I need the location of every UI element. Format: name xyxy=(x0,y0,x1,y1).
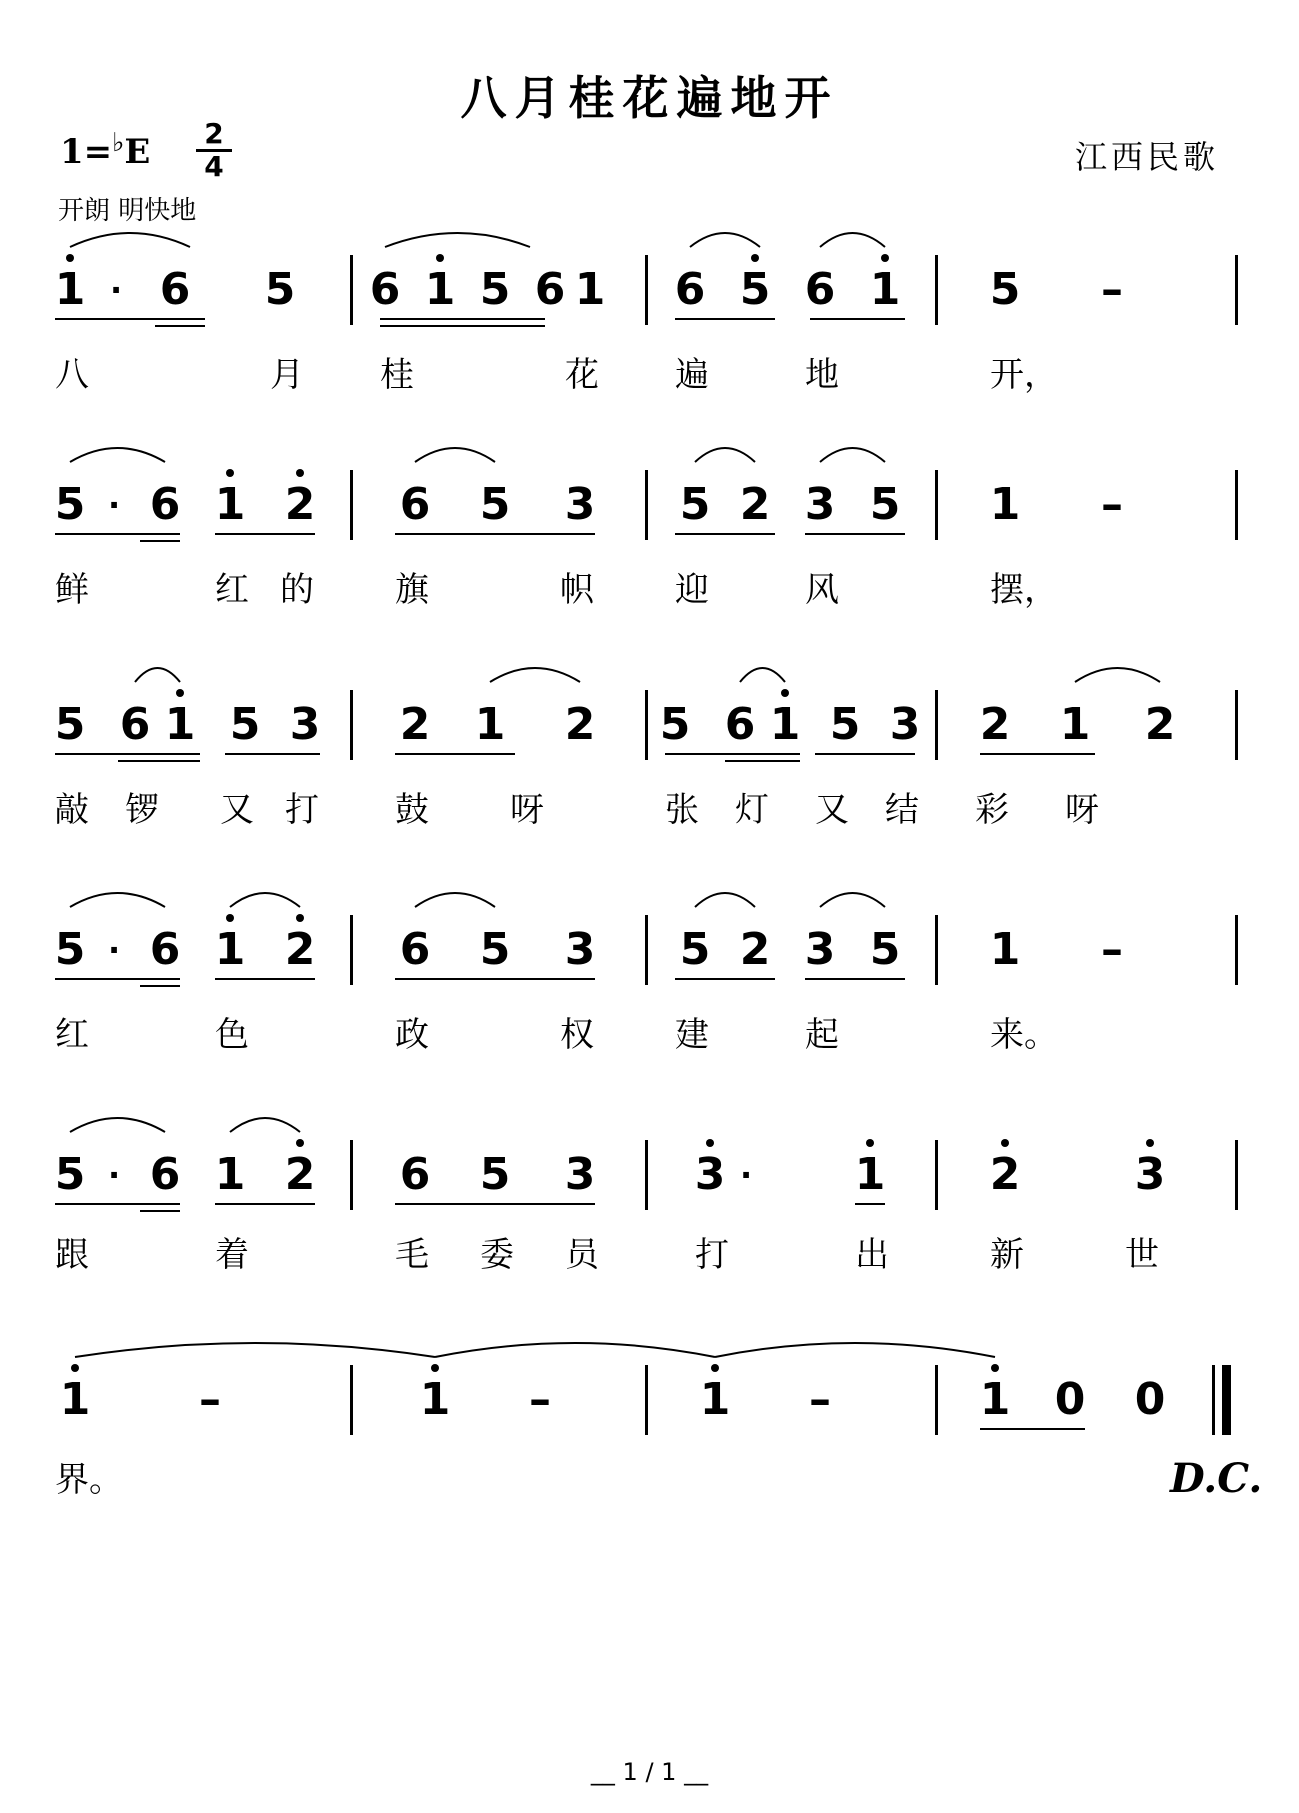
octave-dot xyxy=(176,689,184,697)
slur xyxy=(1070,660,1165,686)
underline-beam xyxy=(215,533,315,535)
lyric-syllable: 跟 xyxy=(55,1235,89,1275)
note: 3 xyxy=(564,479,596,530)
note: 2 xyxy=(739,924,771,975)
slur xyxy=(485,660,585,686)
barline xyxy=(350,690,353,760)
note: 6 xyxy=(674,264,706,315)
barline xyxy=(935,470,938,540)
slur xyxy=(65,885,170,911)
note: 2 xyxy=(284,924,316,975)
slur xyxy=(65,440,170,466)
note: 5 xyxy=(479,924,511,975)
lyric-syllable: 迎 xyxy=(675,570,709,610)
note: 5 xyxy=(54,924,86,975)
lyric-syllable: 建 xyxy=(675,1015,709,1055)
lyric-syllable: 月 xyxy=(270,355,304,395)
note: 0 xyxy=(1054,1374,1086,1425)
lyric-syllable: 结 xyxy=(885,790,919,830)
octave-dot xyxy=(296,1139,304,1147)
barline xyxy=(645,470,648,540)
octave-dot xyxy=(751,254,759,262)
note: 5 xyxy=(679,924,711,975)
note: 2 xyxy=(564,699,596,750)
slur xyxy=(815,885,890,911)
note: 5 xyxy=(829,699,861,750)
note: 0 xyxy=(1134,1374,1166,1425)
lyric-syllable: 界。 xyxy=(55,1460,123,1500)
barline xyxy=(350,1365,353,1435)
note: – xyxy=(1101,264,1123,315)
underline-beam xyxy=(55,978,180,980)
octave-dot xyxy=(296,914,304,922)
lyric-syllable: 政 xyxy=(395,1015,429,1055)
augmentation-dot: · xyxy=(108,931,121,969)
note: 1 xyxy=(419,1374,451,1425)
lyric-syllable: 的 xyxy=(280,570,314,610)
underline-beam xyxy=(675,533,775,535)
note: 5 xyxy=(54,1149,86,1200)
underline-beam xyxy=(55,533,180,535)
note: 5 xyxy=(989,264,1021,315)
underline-beam-2 xyxy=(140,1210,180,1212)
underline-beam xyxy=(805,978,905,980)
lyric-syllable: 又 xyxy=(815,790,849,830)
note: 2 xyxy=(1144,699,1176,750)
note: 5 xyxy=(54,479,86,530)
lyric-syllable: 帜 xyxy=(560,570,594,610)
underline-beam xyxy=(55,753,200,755)
slur xyxy=(225,885,305,911)
lyric-syllable: 呀 xyxy=(1065,790,1099,830)
note: – xyxy=(1101,924,1123,975)
slur xyxy=(225,1110,305,1136)
da-capo-mark: D.C. xyxy=(1170,1455,1263,1502)
page-number: 1 / 1 xyxy=(622,1758,677,1786)
underline-beam xyxy=(980,1428,1085,1430)
lyric-syllable: 新 xyxy=(990,1235,1024,1275)
note: 1 xyxy=(214,924,246,975)
note: 3 xyxy=(804,479,836,530)
octave-dot xyxy=(226,914,234,922)
slur xyxy=(65,225,195,251)
note: 1 xyxy=(164,699,196,750)
augmentation-dot: · xyxy=(108,486,121,524)
underline-beam xyxy=(815,753,915,755)
barline xyxy=(1235,690,1238,760)
note: 6 xyxy=(534,264,566,315)
octave-dot xyxy=(226,469,234,477)
barline xyxy=(1235,470,1238,540)
underline-beam xyxy=(395,753,515,755)
lyric-syllable: 八 xyxy=(55,355,89,395)
note: – xyxy=(1101,479,1123,530)
note: 6 xyxy=(399,924,431,975)
lyric-syllable: 打 xyxy=(285,790,319,830)
time-top: 2 xyxy=(204,117,224,150)
note: 5 xyxy=(54,699,86,750)
slur xyxy=(70,1335,440,1361)
barline xyxy=(935,1140,938,1210)
barline xyxy=(1235,1140,1238,1210)
underline-beam-2 xyxy=(155,325,205,327)
slur xyxy=(690,440,760,466)
note: 1 xyxy=(54,264,86,315)
lyric-syllable: 灯 xyxy=(735,790,769,830)
key-prefix: 1= xyxy=(60,132,113,172)
note: 1 xyxy=(979,1374,1011,1425)
note: 1 xyxy=(59,1374,91,1425)
slur xyxy=(815,440,890,466)
note: 1 xyxy=(769,699,801,750)
final-barline-thick xyxy=(1222,1365,1231,1435)
note: 1 xyxy=(1059,699,1091,750)
lyric-syllable: 出 xyxy=(855,1235,889,1275)
note: 1 xyxy=(574,264,606,315)
note: 3 xyxy=(804,924,836,975)
underline-beam-2 xyxy=(140,985,180,987)
note: – xyxy=(529,1374,551,1425)
note: – xyxy=(199,1374,221,1425)
barline xyxy=(350,470,353,540)
augmentation-dot: · xyxy=(740,1156,753,1194)
lyric-syllable: 来。 xyxy=(990,1015,1058,1055)
barline xyxy=(935,915,938,985)
note: 3 xyxy=(694,1149,726,1200)
octave-dot xyxy=(781,689,789,697)
lyric-syllable: 开， xyxy=(990,355,1058,395)
note: 6 xyxy=(159,264,191,315)
note: 5 xyxy=(479,479,511,530)
augmentation-dot: · xyxy=(110,271,123,309)
underline-beam xyxy=(855,1203,885,1205)
note: 1 xyxy=(989,924,1021,975)
note: 5 xyxy=(679,479,711,530)
note: 6 xyxy=(724,699,756,750)
underline-beam xyxy=(55,1203,180,1205)
underline-beam xyxy=(55,318,205,320)
underline-beam xyxy=(215,1203,315,1205)
barline xyxy=(350,915,353,985)
octave-dot xyxy=(991,1364,999,1372)
note: 1 xyxy=(854,1149,886,1200)
lyric-syllable: 花 xyxy=(565,355,599,395)
barline xyxy=(645,915,648,985)
lyric-syllable: 色 xyxy=(215,1015,249,1055)
slur xyxy=(735,660,790,686)
underline-beam xyxy=(810,318,905,320)
barline xyxy=(645,255,648,325)
note: 3 xyxy=(564,1149,596,1200)
barline xyxy=(645,1365,648,1435)
underline-beam xyxy=(980,753,1095,755)
lyric-syllable: 地 xyxy=(805,355,839,395)
lyric-syllable: 委 xyxy=(480,1235,514,1275)
octave-dot xyxy=(1001,1139,1009,1147)
lyric-syllable: 起 xyxy=(805,1015,839,1055)
underline-beam-2 xyxy=(380,325,545,327)
underline-beam xyxy=(215,978,315,980)
octave-dot xyxy=(711,1364,719,1372)
barline xyxy=(1235,255,1238,325)
lyric-syllable: 红 xyxy=(215,570,249,610)
note: 5 xyxy=(869,924,901,975)
lyric-syllable: 敲 xyxy=(55,790,89,830)
flat-sign: ♭ xyxy=(112,128,125,158)
barline xyxy=(645,1140,648,1210)
note: 1 xyxy=(869,264,901,315)
slur xyxy=(815,225,890,251)
note: 6 xyxy=(399,1149,431,1200)
note: 2 xyxy=(989,1149,1021,1200)
note: 1 xyxy=(474,699,506,750)
lyric-syllable: 权 xyxy=(560,1015,594,1055)
slur xyxy=(380,225,535,251)
note: 1 xyxy=(214,1149,246,1200)
lyric-syllable: 世 xyxy=(1125,1235,1159,1275)
octave-dot xyxy=(71,1364,79,1372)
lyric-syllable: 遍 xyxy=(675,355,709,395)
octave-dot xyxy=(1146,1139,1154,1147)
composer: 江西民歌 xyxy=(1075,138,1220,176)
barline xyxy=(935,255,938,325)
octave-dot xyxy=(881,254,889,262)
octave-dot xyxy=(866,1139,874,1147)
note: 5 xyxy=(229,699,261,750)
note: 6 xyxy=(149,1149,181,1200)
lyric-syllable: 呀 xyxy=(510,790,544,830)
note: 6 xyxy=(119,699,151,750)
note: 5 xyxy=(479,1149,511,1200)
lyric-syllable: 旗 xyxy=(395,570,429,610)
note: 5 xyxy=(264,264,296,315)
slur xyxy=(130,660,185,686)
slur xyxy=(685,225,765,251)
underline-beam xyxy=(225,753,320,755)
barline xyxy=(350,255,353,325)
underline-beam xyxy=(380,318,545,320)
note: 5 xyxy=(869,479,901,530)
underline-beam xyxy=(395,978,595,980)
underline-beam xyxy=(675,318,775,320)
note: 6 xyxy=(149,924,181,975)
note: 3 xyxy=(889,699,921,750)
tempo-marking: 开朗 明快地 xyxy=(58,196,197,226)
octave-dot xyxy=(431,1364,439,1372)
underline-beam-2 xyxy=(725,760,800,762)
octave-dot xyxy=(296,469,304,477)
lyric-syllable: 张 xyxy=(665,790,699,830)
underline-beam-2 xyxy=(118,760,200,762)
page-footer: __ 1 / 1 __ xyxy=(590,1758,709,1786)
augmentation-dot: · xyxy=(108,1156,121,1194)
underline-beam-2 xyxy=(140,540,180,542)
octave-dot xyxy=(66,254,74,262)
time-bottom: 4 xyxy=(204,150,224,183)
underline-beam xyxy=(395,533,595,535)
note: 5 xyxy=(479,264,511,315)
lyric-syllable: 锣 xyxy=(125,790,159,830)
underline-beam xyxy=(665,753,800,755)
time-signature xyxy=(196,117,232,183)
lyric-syllable: 彩 xyxy=(975,790,1009,830)
note: 2 xyxy=(284,479,316,530)
underline-beam xyxy=(395,1203,595,1205)
slur xyxy=(410,440,500,466)
lyric-syllable: 摆， xyxy=(990,570,1058,610)
note: 2 xyxy=(979,699,1011,750)
note: 1 xyxy=(214,479,246,530)
final-barline-thin xyxy=(1212,1365,1215,1435)
slur xyxy=(65,1110,170,1136)
slur xyxy=(430,1335,720,1361)
lyric-syllable: 毛 xyxy=(395,1235,429,1275)
note: 5 xyxy=(659,699,691,750)
song-title: 八月桂花遍地开 xyxy=(460,71,839,125)
barline xyxy=(935,690,938,760)
note: 2 xyxy=(284,1149,316,1200)
note: – xyxy=(809,1374,831,1425)
note: 6 xyxy=(369,264,401,315)
barline xyxy=(935,1365,938,1435)
note: 2 xyxy=(399,699,431,750)
slur xyxy=(690,885,760,911)
lyric-syllable: 红 xyxy=(55,1015,89,1055)
note: 6 xyxy=(804,264,836,315)
note: 1 xyxy=(989,479,1021,530)
octave-dot xyxy=(706,1139,714,1147)
octave-dot xyxy=(436,254,444,262)
note: 3 xyxy=(1134,1149,1166,1200)
note: 6 xyxy=(399,479,431,530)
lyric-syllable: 又 xyxy=(220,790,254,830)
lyric-syllable: 着 xyxy=(215,1235,249,1275)
barline xyxy=(645,690,648,760)
lyric-syllable: 打 xyxy=(695,1235,729,1275)
lyric-syllable: 鼓 xyxy=(395,790,429,830)
barline xyxy=(1235,915,1238,985)
barline xyxy=(350,1140,353,1210)
lyric-syllable: 风 xyxy=(805,570,839,610)
underline-beam xyxy=(805,533,905,535)
lyric-syllable: 桂 xyxy=(380,355,414,395)
key-note: E xyxy=(124,132,151,172)
lyric-syllable: 员 xyxy=(565,1235,599,1275)
note: 1 xyxy=(424,264,456,315)
note: 5 xyxy=(739,264,771,315)
note: 6 xyxy=(149,479,181,530)
lyric-syllable: 鲜 xyxy=(55,570,89,610)
note: 1 xyxy=(699,1374,731,1425)
key-signature xyxy=(60,128,150,172)
slur xyxy=(410,885,500,911)
slur xyxy=(710,1335,1000,1361)
underline-beam xyxy=(675,978,775,980)
note: 3 xyxy=(289,699,321,750)
note: 2 xyxy=(739,479,771,530)
note: 3 xyxy=(564,924,596,975)
